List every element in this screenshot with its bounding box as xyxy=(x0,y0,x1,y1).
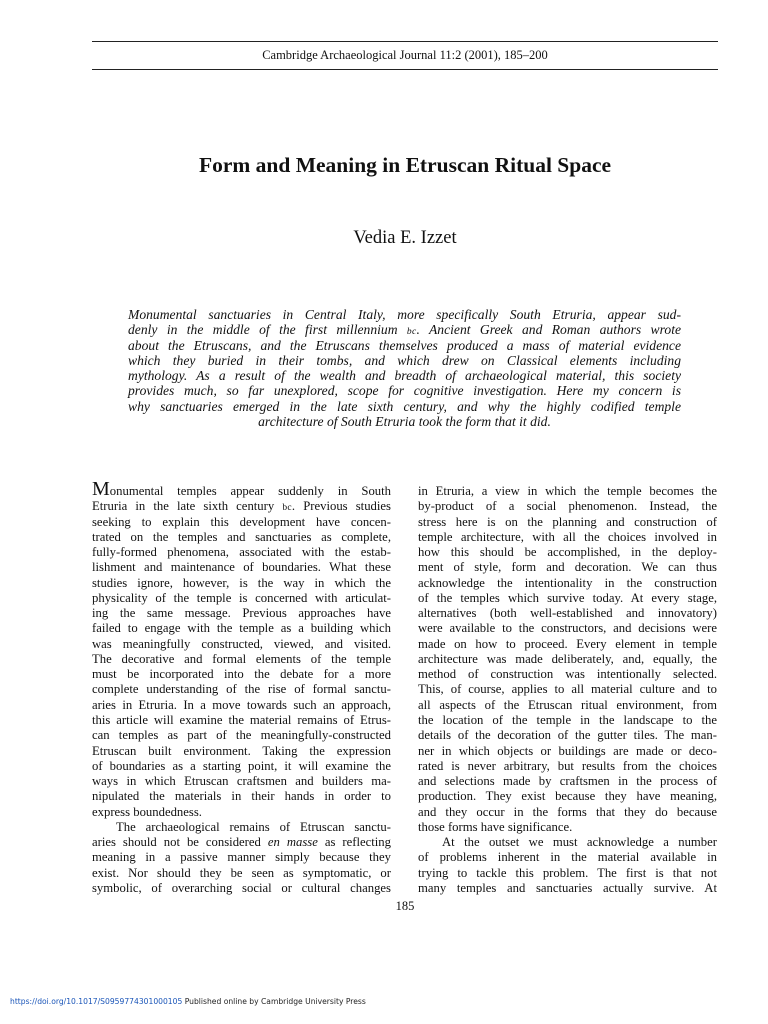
body-line: ner in which objects or buildings are made or deco- xyxy=(418,743,717,758)
era-abbreviation: bc xyxy=(406,327,417,338)
header-bottom-rule xyxy=(92,69,718,70)
body-line: meaning in a passive manner simply because they xyxy=(92,850,391,865)
body-line: many temples and sanctuaries actually survive. At xyxy=(418,880,717,895)
body-line: of boundaries as a starting point, it will examine the xyxy=(92,758,391,773)
body-line: This, of course, applies to all material culture and to xyxy=(418,682,717,697)
body-line: alternatives (both well-established and innovatory) xyxy=(418,606,717,621)
italic-phrase: en masse xyxy=(267,835,318,850)
body-line: production. They exist because they have meaning, xyxy=(418,789,717,804)
body-line xyxy=(92,835,391,850)
body-line: Etruscan built environment. Taking the expression xyxy=(92,743,391,758)
body-line: rated is never arbitrary, but results from the choices xyxy=(418,758,717,773)
body-line: by-product of a social phenomenon. Instead, the xyxy=(418,499,717,514)
body-line: those forms have significance. xyxy=(418,819,573,834)
abstract-line: mythology. As a result of the wealth and breadth of archaeological material, this society xyxy=(128,368,681,384)
body-line: exist. Nor should they be seen as symptomatic, or xyxy=(92,865,391,880)
doi-link[interactable]: https://doi.org/10.1017/S0959774301000105 xyxy=(10,997,183,1006)
body-line: must be incorporated into the debate for a more xyxy=(92,667,391,682)
abstract-line: architecture of South Etruria took the form that it did. xyxy=(258,413,551,429)
body-line: temple architecture, with all the choices involved in xyxy=(418,529,717,544)
body-line: was meaningfully constructed, viewed, and visited. xyxy=(92,636,391,651)
body-line: method of construction was intentionally selected. xyxy=(418,667,717,682)
abstract-line: provides much, so far unexplored, scope for cognitive investigation. Here my concern is xyxy=(128,383,681,399)
body-line: At the outset we must acknowledge a number xyxy=(442,835,717,850)
body-line: this article will examine the material remains of Etrus- xyxy=(92,712,391,727)
body-line: fully-formed phenomena, associated with the estab- xyxy=(92,545,391,560)
body-line: architecture was made deliberately, and, equally, the xyxy=(418,651,717,666)
abstract-line-text: denly in the middle of the first millennium xyxy=(128,322,407,338)
body-line: all aspects of the Etruscan ritual environment, from xyxy=(418,697,717,712)
body-line: trying to tackle this problem. The first is that not xyxy=(418,865,717,880)
body-line: stress here is on the planning and construction of xyxy=(418,514,717,529)
body-line: of the temples which survive today. At every stage, xyxy=(418,590,717,605)
body-column-left xyxy=(92,478,391,896)
abstract xyxy=(128,306,681,430)
body-line: ment of style, form and decoration. We can thus xyxy=(418,560,717,575)
journal-citation: Cambridge Archaeological Journal 11:2 (2001), 185–200 xyxy=(262,48,548,62)
body-line: the location of the temple in the landscape to the xyxy=(418,712,717,727)
footer xyxy=(10,997,366,1006)
abstract-line xyxy=(128,321,681,336)
body-line: nipulated the materials in their hands in order to xyxy=(92,789,391,804)
era-abbreviation: bc xyxy=(282,503,292,514)
body-line: express boundedness. xyxy=(92,804,202,819)
body-line: can temples as part of the meaningfully-constructed xyxy=(92,728,391,743)
body-line: ways in which Etruscan craftsmen and builders ma- xyxy=(92,774,391,789)
body-line: acknowledge the intentionality in the construction xyxy=(418,575,717,590)
body-line: complete understanding of the rise of formal sanctu- xyxy=(92,682,391,697)
abstract-line-text: . Ancient Greek and Roman authors wrote xyxy=(416,322,682,338)
abstract-line: why sanctuaries emerged in the late sixth century, and why the highly codified temple xyxy=(128,398,681,414)
abstract-line: about the Etruscans, and the Etruscans themselves produced a mass of material evidence xyxy=(128,337,681,353)
body-line: physicality of the temple is concerned with articulat- xyxy=(92,590,391,605)
body-line: how this should be accomplished, in the deploy- xyxy=(418,545,717,560)
body-line-text: Etruria in the late sixth century xyxy=(92,499,283,514)
article-title: Form and Meaning in Etruscan Ritual Space xyxy=(198,153,612,177)
body-line: trated on the temples and sanctuaries as complete, xyxy=(92,529,391,544)
body-line-text: . Previous studies xyxy=(291,499,391,514)
body-line: and they occur in the forms that they do because xyxy=(418,804,717,819)
body-line-text: onumental temples appear suddenly in South xyxy=(109,484,391,498)
body-line: The archaeological remains of Etruscan sanctu- xyxy=(116,819,391,834)
body-line-text: aries should not be considered xyxy=(92,835,268,850)
body-line: seeking to explain this development have concen- xyxy=(92,514,391,529)
article-author: Vedia E. Izzet xyxy=(353,228,457,248)
header-top-rule xyxy=(92,41,718,42)
abstract-line: Monumental sanctuaries in Central Italy, more specifically South Etruria, appear sud- xyxy=(128,307,681,322)
body-line: failed to engage with the temple as a building which xyxy=(92,621,391,636)
published-note: Published online by Cambridge University Press xyxy=(182,997,366,1006)
drop-cap: M xyxy=(92,478,110,500)
body-line: aries in Etruria. In a move towards such an approach, xyxy=(92,697,391,712)
abstract-line: which they buried in their tombs, and which drew on Classical elements including xyxy=(128,352,681,368)
body-line: lishment and maintenance of boundaries. What these xyxy=(92,560,391,575)
body-line: The decorative and formal elements of the temple xyxy=(92,651,391,666)
page-number: 185 xyxy=(395,899,415,913)
body-line: symbolic, of overarching social or cultural changes xyxy=(92,880,391,895)
body-line: of problems inherent in the material available in xyxy=(418,850,717,865)
body-line: were available to the constructors, and decisions were xyxy=(418,621,717,636)
body-line: studies ignore, however, is the way in which the xyxy=(92,575,391,590)
body-line: ing the same message. Previous approaches have xyxy=(92,606,391,621)
body-line xyxy=(92,478,391,500)
body-column-right xyxy=(418,484,717,896)
body-line: details of the decoration of the gutter tiles. The man- xyxy=(418,728,717,743)
body-line: in Etruria, a view in which the temple becomes the xyxy=(418,484,717,498)
body-line-text: as reflecting xyxy=(317,835,391,850)
body-line: and selections made by craftsmen in the process of xyxy=(418,774,717,789)
body-line: made on how to proceed. Every element in temple xyxy=(418,636,717,651)
body-line xyxy=(92,499,391,514)
